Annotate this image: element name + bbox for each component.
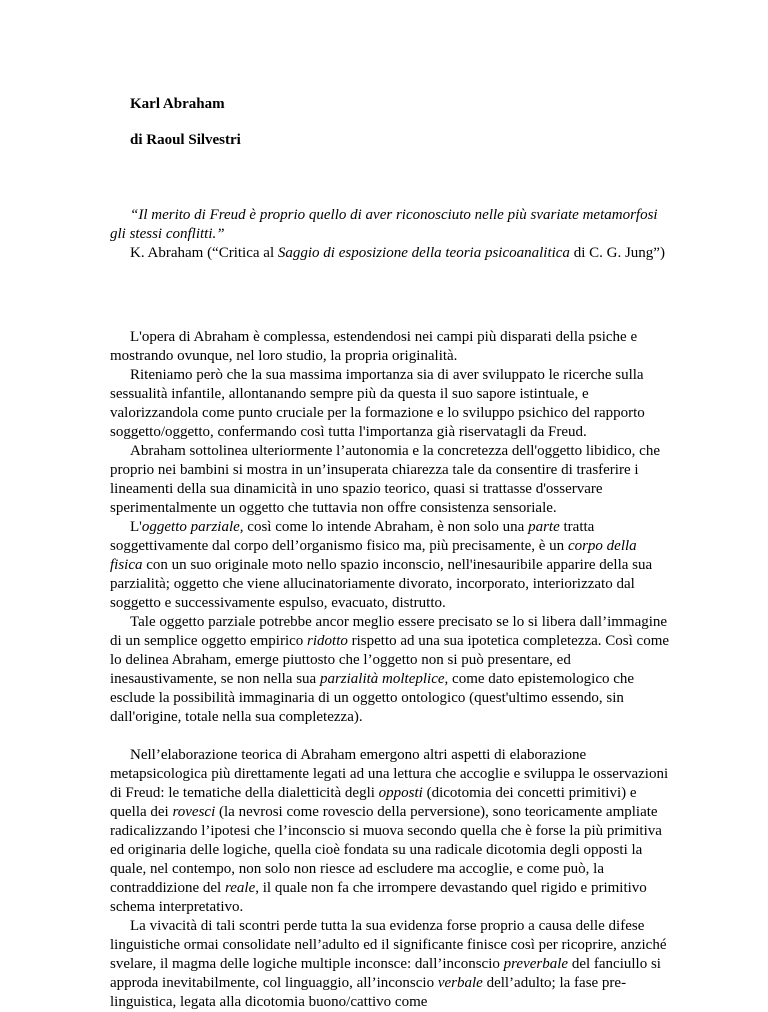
- p7-text-a: La vivacità di tali scontri perde tutta la sua evidenza forse proprio a causa delle difese linguistiche ormai consolidate nell’adulto ed il significante finisce così per ricoprire, anziché svelare, il magma delle logiche multiple inconsce: dall’inconscio: [110, 918, 667, 972]
- document-byline: di Raoul Silvestri: [130, 132, 241, 148]
- p4-text-a: L': [130, 519, 142, 535]
- document-title: Karl Abraham: [130, 96, 225, 112]
- p5-text-a: Tale oggetto parziale potrebbe ancor meglio essere precisato se lo si libera dall’immagine di un semplice oggetto empirico: [110, 614, 668, 649]
- p7-italic-b: preverbale: [503, 956, 569, 972]
- p5-text-e: , come dato epistemologico che esclude la possibilità immaginaria di un oggetto ontologico (quest'ultimo essendo, sin dall'origine, totale nella sua completezza).: [110, 671, 635, 725]
- p4-italic-d: parte: [528, 519, 560, 535]
- p4-italic-b: oggetto parziale,: [141, 519, 244, 535]
- paragraph-5: [110, 613, 672, 727]
- paragraph-1: L'opera di Abraham è complessa, estendendosi nei campi più disparati della psiche e mostrando ovunque, nel loro studio, la propria originalità.: [110, 329, 638, 364]
- epigraph-quote: “Il merito di Freud è proprio quello di aver riconosciuto nelle più svariate metamorfosi gli stessi conflitti.”: [110, 207, 658, 242]
- p5-text-c: rispetto ad una sua ipotetica completezza. Così come lo delinea Abraham, emerge piuttosto che l’oggetto non si può presentare, ed inesaustivamente, se non nella sua: [110, 633, 670, 687]
- p7-text-c: del fanciullo si approda inevitabilmente, col linguaggio, all’inconscio: [110, 956, 661, 991]
- epigraph: [110, 206, 670, 263]
- article-body: [110, 328, 672, 1012]
- paragraph-3: Abraham sottolinea ulteriormente l’autonomia e la concretezza dell'oggetto libidico, che proprio nei bambini si mostra in un’insuperata chiarezza tale da consentire di trasferire i lineamenti della sua dinamicità in uno spazio teorico, quasi si trattasse d'osservare sperimentalmente un oggetto che tuttavia non offre consistenza sensoriale.: [110, 443, 660, 516]
- p5-italic-b: ridotto: [307, 633, 348, 649]
- p7-text-e: dell’adulto; la fase pre-linguistica, legata alla dicotomia buono/cattivo come: [110, 975, 627, 1010]
- p5-italic-d: parzialità molteplice: [319, 671, 445, 687]
- p6-italic-b: opposti: [378, 785, 423, 801]
- epigraph-source: [110, 244, 670, 263]
- p6-text-e: (la nevrosi come rovescio della perversione), sono teoricamente ampliate radicalizzando l’ipotesi che l’inconscio si muova secondo quella che è forse la più primitiva ed originaria delle logiche, quella cioè fondata su una radicale dicotomia degli opposti la quale, nel contempo, non solo non riesce ad escludere ma accoglie, e come può, la contraddizione del: [110, 804, 662, 896]
- paragraph-6: [110, 746, 672, 917]
- p4-text-e: tratta soggettivamente dal corpo dell’organismo fisico ma, più precisamente, è un: [110, 519, 595, 554]
- p4-text-g: con un suo originale moto nello spazio inconscio, nell'inesauribile apparire della sua parzialità; oggetto che viene allucinatoriamente divorato, incorporato, interiorizzato dal soggetto e successivamente espulso, evacuato, distrutto.: [110, 557, 653, 611]
- epigraph-source-suffix: di C. G. Jung”): [569, 245, 665, 261]
- p6-text-a: Nell’elaborazione teorica di Abraham emergono altri aspetti di elaborazione metapsicologica più direttamente legati ad una lettura che accoglie e sviluppa le osservazioni di Freud: le tematiche della dialetticità degli: [110, 747, 669, 801]
- p7-italic-d: verbale: [437, 975, 483, 991]
- p6-italic-f: reale: [224, 880, 256, 896]
- p4-text-c: così come lo intende Abraham, è non solo una: [243, 519, 529, 535]
- p6-text-g: , il quale non fa che irrompere devastando quel rigido e primitivo schema interpretativo.: [110, 880, 647, 915]
- paragraph-7: [110, 917, 672, 1012]
- p6-text-c: (dicotomia dei concetti primitivi) e quella dei: [110, 785, 637, 820]
- p6-italic-d: rovesci: [172, 804, 216, 820]
- epigraph-source-title: Saggio di esposizione della teoria psicoanalitica: [277, 245, 570, 261]
- paragraph-4: [110, 518, 672, 613]
- paragraph-2: Riteniamo però che la sua massima importanza sia di aver sviluppato le ricerche sulla sessualità infantile, allontanando sempre più da questa il suo sapore istintuale, e valorizzandola come punto cruciale per la formazione e lo sviluppo psichico del rapporto soggetto/oggetto, confermando così tutta l'importanza già riservatagli da Freud.: [110, 367, 645, 440]
- p4-italic-f: corpo della fisica: [110, 538, 637, 573]
- epigraph-source-prefix: K. Abraham (“Critica al: [130, 245, 278, 261]
